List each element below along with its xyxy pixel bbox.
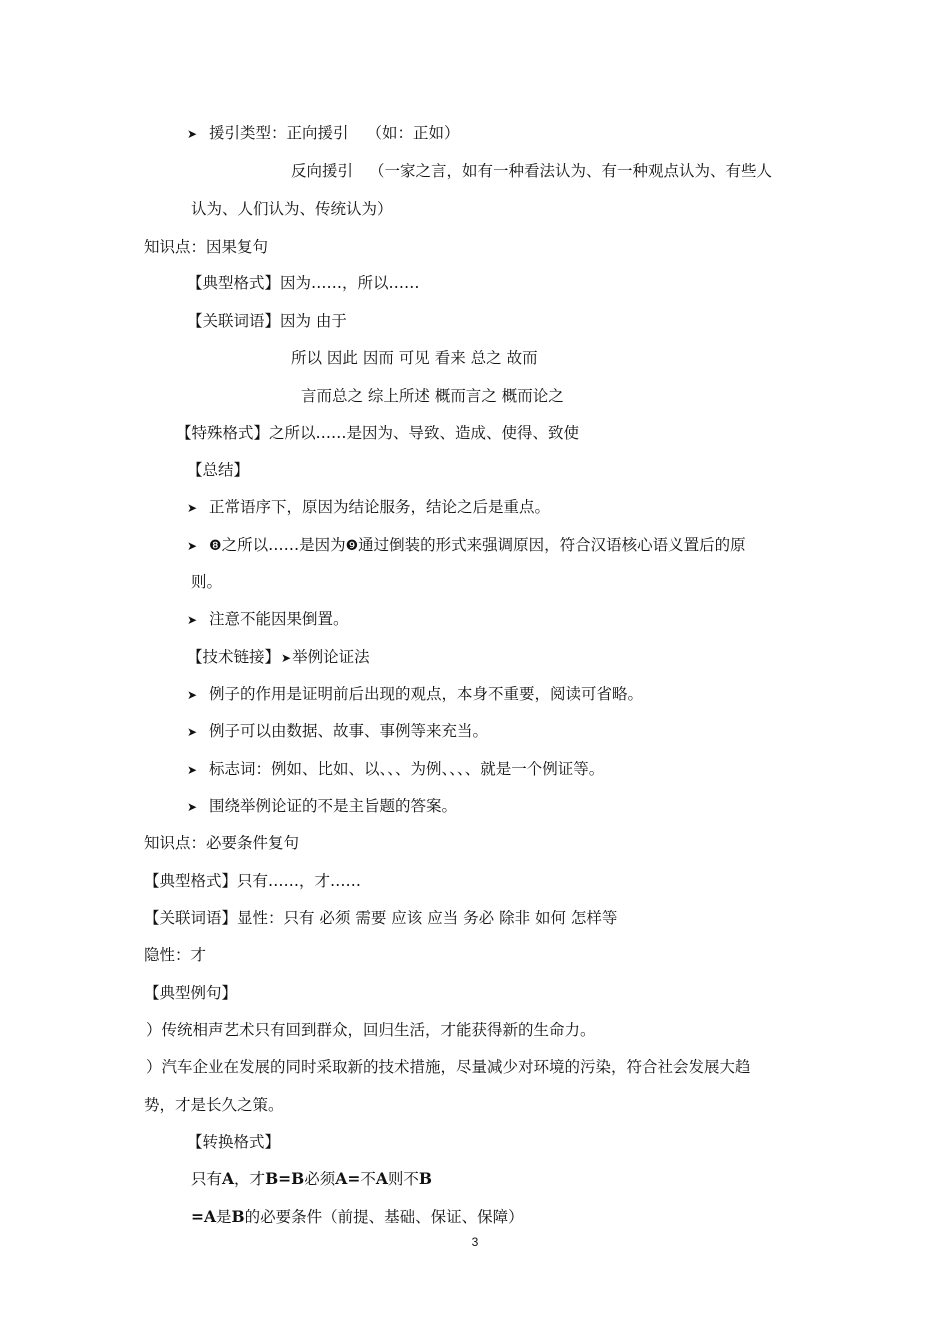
text-line: 则。 — [191, 573, 223, 591]
text-line: 【转换格式】 — [187, 1133, 281, 1151]
formula-line: 只有A，才B=B必须A=不A则不B — [191, 1169, 432, 1188]
section-heading: 知识点：因果复句 — [144, 238, 269, 256]
arrow-bullet-icon: ➤ — [187, 800, 198, 814]
text-line: 【典型格式】因为……，所以…… — [187, 274, 420, 292]
arrow-bullet-icon: ➤ — [187, 613, 198, 627]
text-line: 【典型例句】 — [144, 984, 238, 1002]
list-item: ➤ 例子可以由数据、故事、事例等来充当。 — [187, 720, 488, 743]
list-item: ➤ 标志词：例如、比如、以、、、为例、、、、就是一个例证等。 — [187, 758, 604, 781]
arrow-bullet-icon: ➤ — [187, 539, 198, 553]
text-line: 【关联词语】因为 由于 — [187, 312, 347, 330]
text-line: 【关联词语】显性：只有 必须 需要 应该 应当 务必 除非 如何 怎样等 — [144, 909, 618, 927]
section-heading: 知识点：必要条件复句 — [144, 834, 300, 852]
arrow-bullet-icon: ➤ — [187, 127, 198, 141]
text-line: 【总结】 — [187, 461, 250, 479]
list-item: ➤ 注意不能因果倒置。 — [187, 608, 349, 631]
arrow-bullet-icon: ➤ — [187, 501, 198, 515]
example-sentence: ）传统相声艺术只有回到群众，回归生活，才能获得新的生命力。 — [146, 1021, 596, 1039]
arrow-bullet-icon: ➤ — [187, 763, 198, 777]
text-line: 势，才是长久之策。 — [144, 1096, 284, 1114]
text-line: 【技术链接】➤举例论证法 — [187, 648, 370, 666]
text-line: 反向援引 （一家之言，如有一种看法认为、有一种观点认为、有些人 — [291, 162, 773, 180]
arrow-bullet-icon: ➤ — [187, 688, 198, 702]
list-item: ➤ 例子的作用是证明前后出现的观点，本身不重要，阅读可省略。 — [187, 683, 643, 706]
circled-number-9-icon: ❾ — [345, 538, 359, 554]
arrow-bullet-icon: ➤ — [281, 651, 292, 665]
circled-number-8-icon: ❽ — [209, 538, 222, 554]
list-item: ➤ ❽之所以……是因为❾通过倒装的形式来强调原因，符合汉语核心语义置后的原 — [187, 534, 746, 557]
formula-line: =A是B的必要条件（前提、基础、保证、保障） — [191, 1207, 524, 1226]
arrow-bullet-icon: ➤ — [187, 725, 198, 739]
text-line: 【特殊格式】之所以……是因为、导致、造成、使得、致使 — [176, 424, 580, 442]
list-item: ➤ 正常语序下，原因为结论服务，结论之后是重点。 — [187, 496, 550, 519]
page-number: 3 — [471, 1235, 479, 1249]
example-sentence: ）汽车企业在发展的同时采取新的技术措施，尽量减少对环境的污染，符合社会发展大趋 — [146, 1058, 751, 1076]
bullet-line-citation-type: ➤ 援引类型：正向援引 （如：正如） — [187, 122, 460, 145]
text-line: 所以 因此 因而 可见 看来 总之 故而 — [291, 349, 538, 367]
text-line: 隐性：才 — [144, 946, 207, 964]
text-line: 言而总之 综上所述 概而言之 概而论之 — [301, 387, 564, 405]
list-item: ➤ 围绕举例论证的不是主旨题的答案。 — [187, 795, 457, 818]
text-line: 认为、人们认为、传统认为） — [191, 200, 393, 218]
text-line: 【典型格式】只有……，才…… — [144, 872, 362, 890]
